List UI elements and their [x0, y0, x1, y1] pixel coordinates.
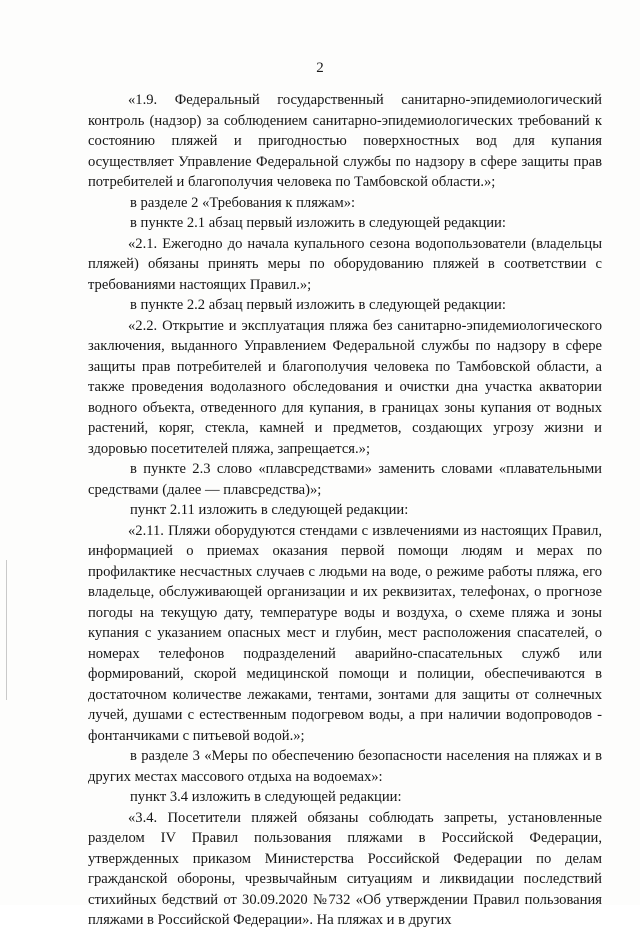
paragraph-2-2-intro: в пункте 2.2 абзац первый изложить в следующей редакции: [130, 297, 506, 313]
document-body [88, 90, 602, 931]
paragraph-section-3: в разделе 3 «Меры по обеспечению безопасности населения на пляжах и в других местах массового отдыха на водоемах»: [88, 748, 602, 785]
scan-edge-mark [6, 560, 7, 700]
paragraph-section-2: в разделе 2 «Требования к пляжам»: [130, 194, 356, 211]
paragraph-2-3: в пункте 2.3 слово «плавсредствами» заменить словами «плавательными средствами (далее — плавсредства)»; [88, 461, 602, 498]
paragraph-2-11: «2.11. Пляжи оборудуются стендами с извлечениями из настоящих Правил, информацией о приемах оказания первой помощи людям и мерах по профилактике несчастных случаев с людьми на воде, о режиме работы пляжа, его владельце, обслуживающей организации и их реквизитах, телефонах, о прогнозе погоды на текущую дату, температуре воды и воздуха, о схеме пляжа и зоны купания с указанием опасных мест и глубин, мест расположения спасателей, о номерах телефонов подразделений аварийно-спасательных служб или формирований, скорой медицинской помощи и полиции, обеспечиваются в достаточном количестве лежаками, тентами, зонтами для защиты от солнечных лучей, душами с естественным подогревом воды, а при наличии водопроводов - фонтанчиками с питьевой водой.»; [88, 522, 602, 744]
paragraph-3-4: «3.4. Посетители пляжей обязаны соблюдать запреты, установленные разделом IV Правил пользования пляжами в Российской Федерации, утвержденных приказом Министерства Российской Федерации по делам гражданской обороны, чрезвычайным ситуациям и ликвидации последствий стихийных бедствий от 30.09.2020 №732 «Об утверждении Правил пользования пляжами в Российской Федерации». На пляжах и в других [88, 809, 602, 928]
paragraph-3-4-intro: пункт 3.4 изложить в следующей редакции: [130, 789, 402, 805]
paragraph-2-2: «2.2. Открытие и эксплуатация пляжа без санитарно-эпидемиологического заключения, выданного Управлением Федеральной службы по надзору в сфере защиты прав потребителей и благополучия человека по Тамбовской области, а также проведения водолазного обследования и очистки дна участка акватории водного объекта, отведенного для купания, в границах зоны купания от водных растений, коряг, стекла, камней и предметов, создающих угрозу жизни и здоровью посетителей пляжа, запрещается.»; [88, 317, 602, 457]
page-number: 2 [316, 60, 324, 76]
paragraph-2-1-intro: в пункте 2.1 абзац первый изложить в следующей редакции: [130, 215, 506, 231]
paragraph-2-11-intro: пункт 2.11 изложить в следующей редакции: [130, 502, 409, 518]
paragraph-2-1: «2.1. Ежегодно до начала купального сезона водопользователи (владельцы пляжей) обязаны принять меры по оборудованию пляжей в соответствии с требованиями настоящих Правил.»; [88, 235, 602, 293]
paragraph-1-9: «1.9. Федеральный государственный санитарно-эпидемиологический контроль (надзор) за соблюдением санитарно-эпидемиологических требований к состоянию пляжей и пригодностью поверхностных вод для купания осуществляет Управление Федеральной службы по надзору в сфере защиты прав потребителей и благополучия человека по Тамбовской области.»; [88, 92, 602, 190]
